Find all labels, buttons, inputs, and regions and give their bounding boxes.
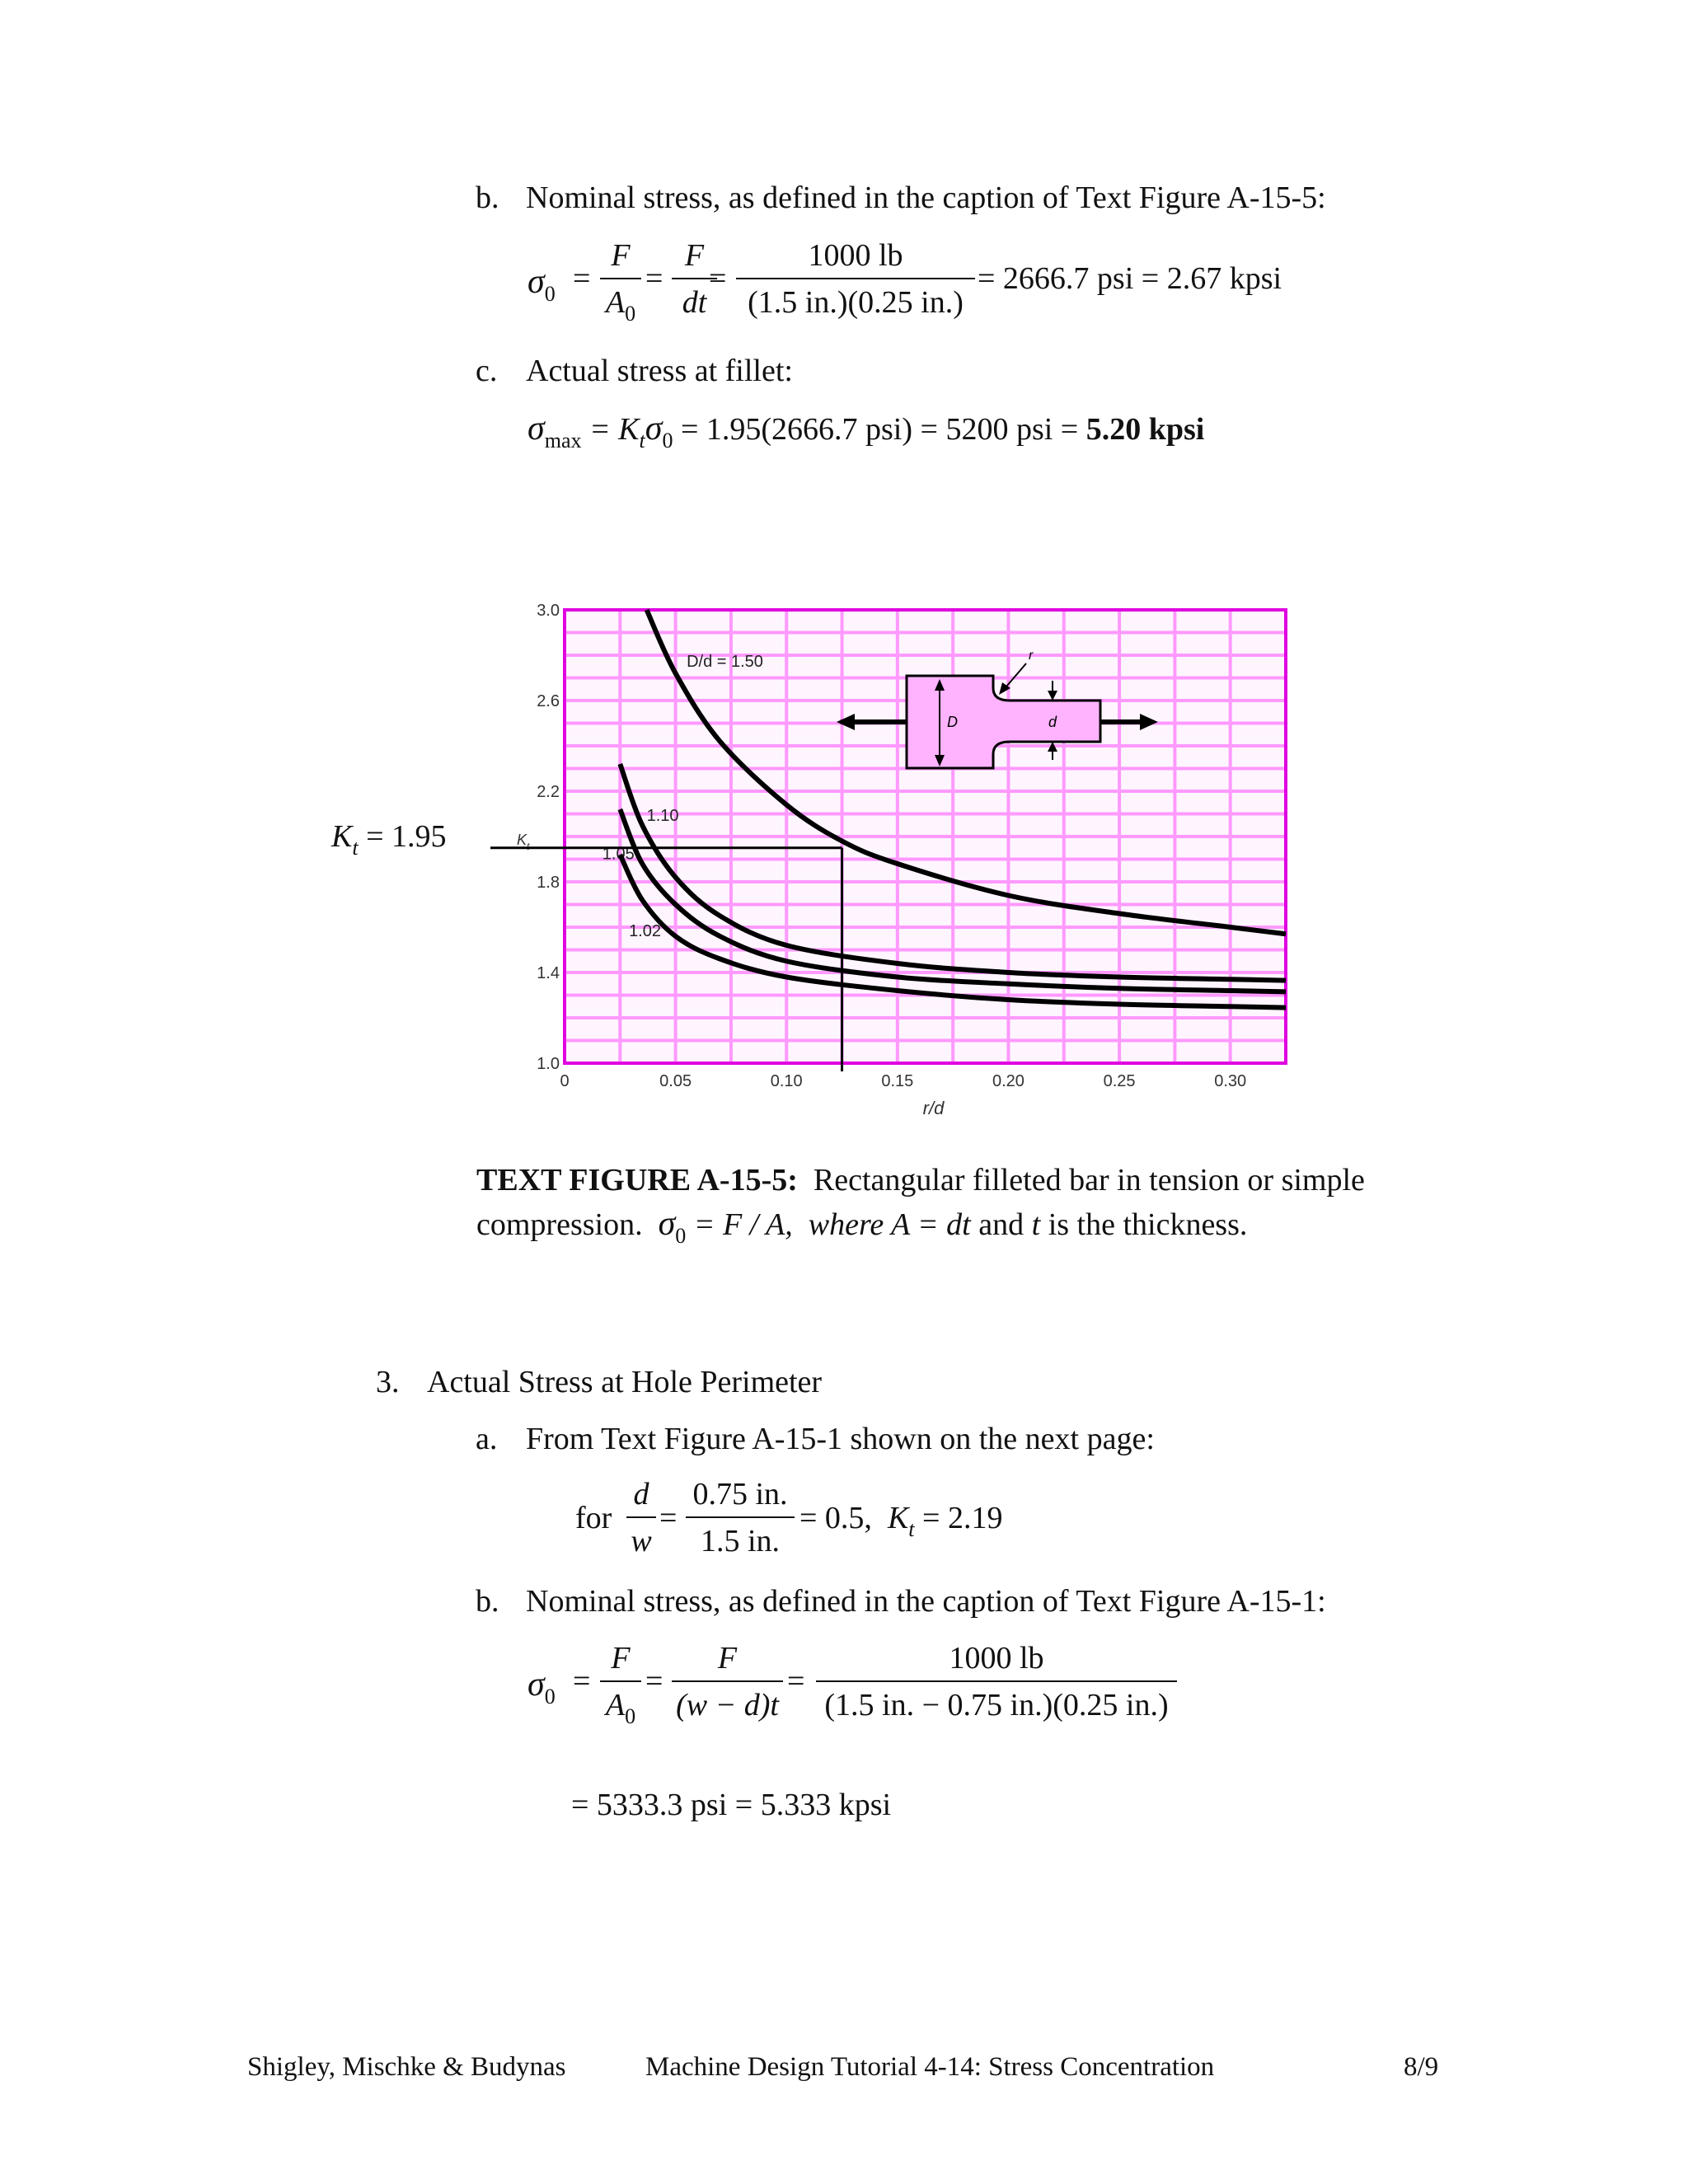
eq2-frac1-den: $A_0$: [605, 1688, 636, 1728]
section-3a-text: From Text Figure A-15-1 shown on the next page:: [526, 1422, 1155, 1456]
frac3-line: [736, 278, 975, 279]
eq2-frac3-line: [816, 1680, 1177, 1682]
y-tick-label: 1.8: [537, 874, 560, 892]
eq2-frac3-den: (1.5 in. − 0.75 in.)(0.25 in.): [824, 1688, 1169, 1722]
frac3-den: (1.5 in.)(0.25 in.): [748, 285, 964, 320]
footer-authors: Shigley, Mischke & Budynas: [247, 2052, 566, 2082]
y-tick-label: 1.0: [537, 1055, 560, 1073]
frac-v-den: 1.5 in.: [700, 1524, 781, 1558]
series-label: 1.05: [602, 845, 635, 864]
x-tick-label: 0.25: [1103, 1072, 1136, 1090]
x-tick-label: 0.30: [1214, 1072, 1247, 1090]
y-tick-label: 2.2: [537, 783, 560, 801]
eq2-frac2-den: (w − d)t: [676, 1688, 779, 1722]
section-c-letter: c.: [476, 354, 498, 388]
diameter-d-label: d: [1048, 714, 1057, 730]
eq2-frac1-num: F: [611, 1641, 631, 1675]
frac1-line: [600, 278, 641, 279]
stress-concentration-chart: [474, 577, 1327, 1137]
frac-v-num: 0.75 in.: [692, 1477, 788, 1511]
frac1-num: F: [611, 238, 631, 273]
eq2-sigma: $\sigma_0$: [528, 1666, 556, 1708]
y-tick-label: 1.4: [537, 964, 560, 982]
y-tick-label: 2.6: [537, 692, 560, 710]
eq2-equals: =: [573, 1664, 591, 1699]
frac-d-num: d: [633, 1477, 649, 1511]
frac-d-den: w: [631, 1524, 652, 1558]
frac1-den: $A_0$: [605, 285, 636, 326]
frac-d-line: [626, 1516, 656, 1518]
frac2-num: F: [684, 238, 705, 273]
section-3a-letter: a.: [476, 1422, 498, 1456]
eq2-frac3-num: 1000 lb: [949, 1641, 1044, 1675]
for-word: for: [575, 1501, 612, 1535]
equation-result-2: = 5333.3 psi = 5.333 kpsi: [571, 1788, 892, 1822]
eq-equals-2: =: [645, 261, 663, 296]
eq-sigma: $\sigma_0$: [528, 263, 556, 306]
y-axis-label-subscript: t: [527, 840, 530, 852]
figure-caption-line1: TEXT FIGURE A-15-5: Rectangular filleted bar in tension or simple: [476, 1163, 1365, 1197]
x-tick-label: 0.15: [881, 1072, 914, 1090]
x-tick-label: 0.05: [659, 1072, 692, 1090]
eq-equals-4: =: [659, 1501, 678, 1535]
eq2-equals-2: =: [645, 1664, 663, 1699]
eq2-equals-3: =: [787, 1664, 805, 1699]
series-label: D/d = 1.50: [687, 652, 763, 671]
kt-callout: $K_t = 1.95$: [331, 819, 447, 860]
y-axis-label: K: [517, 831, 528, 848]
diameter-D-label: D: [947, 714, 958, 730]
section-3b-text: Nominal stress, as defined in the caption of Text Figure A-15-1:: [526, 1584, 1326, 1619]
radius-label: r: [1029, 649, 1034, 663]
section-b1-heading: Nominal stress, as defined in the caption of Text Figure A-15-5:: [526, 180, 1326, 215]
x-axis-label: r/d: [922, 1098, 945, 1118]
x-tick-label: 0: [560, 1072, 570, 1090]
section-3b-letter: b.: [476, 1584, 499, 1619]
for-result: = 0.5, $K_t = 2.19$: [799, 1501, 1003, 1541]
x-tick-label: 0.10: [770, 1072, 803, 1090]
eq2-frac2-num: F: [717, 1641, 738, 1675]
section-c-heading: Actual stress at fillet:: [526, 354, 793, 388]
frac3-num: 1000 lb: [808, 238, 903, 273]
eq2-frac1-line: [600, 1680, 641, 1682]
eq2-frac2-line: [672, 1680, 783, 1682]
y-tick-label: 3.0: [537, 602, 560, 620]
footer-page-number: 8/9: [1404, 2052, 1439, 2082]
x-tick-label: 0.20: [992, 1072, 1025, 1090]
section-3-number: 3.: [376, 1365, 400, 1399]
eq-equals: =: [573, 261, 591, 296]
eq-equals-3: =: [709, 261, 727, 296]
series-label: 1.02: [629, 922, 662, 940]
section-3-title: Actual Stress at Hole Perimeter: [427, 1365, 823, 1399]
frac-v-line: [686, 1516, 795, 1518]
series-label: 1.10: [646, 806, 679, 825]
section-b1-letter: b.: [476, 180, 499, 215]
footer-title: Machine Design Tutorial 4-14: Stress Concentration: [645, 2052, 1215, 2082]
frac2-den: dt: [682, 285, 707, 320]
figure-caption-line2: compression. $\sigma_0 = F / A$, where A = dt and t is the thickness.: [476, 1205, 1248, 1248]
eq-result: = 2666.7 psi = 2.67 kpsi: [978, 261, 1282, 296]
equation-max-stress: $\sigma_{max} = K_t\sigma_0 = 1.95(2666.7$ psi) = 5200 psi = 5.20 kpsi: [528, 410, 1205, 452]
